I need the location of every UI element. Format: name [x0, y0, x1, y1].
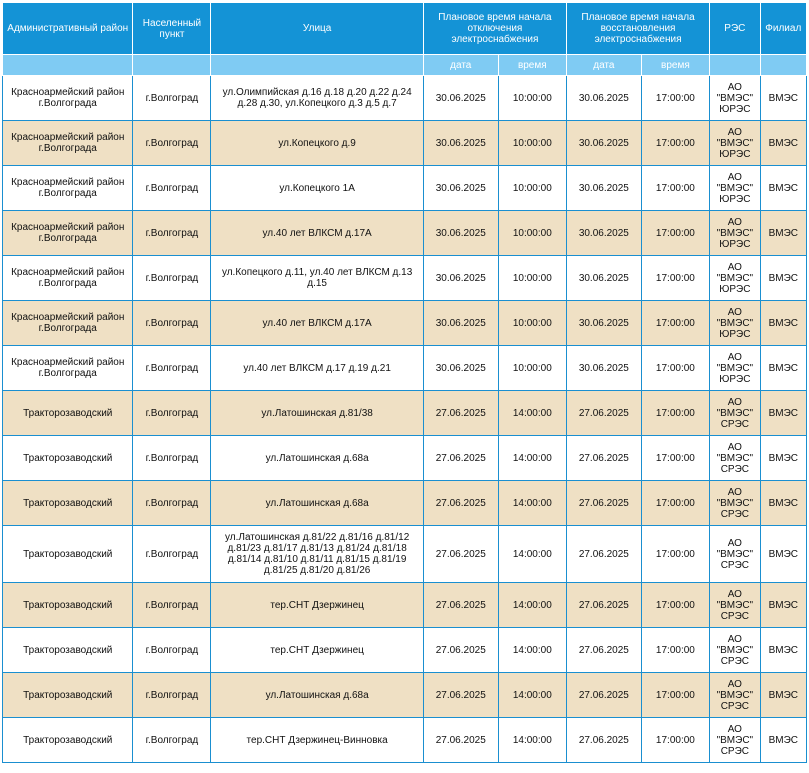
cell-on-date: 30.06.2025	[567, 211, 642, 256]
cell-res: АО "ВМЭС" СРЭС	[710, 628, 761, 673]
cell-street: ул.Латошинская д.81/38	[211, 391, 424, 436]
cell-branch: ВМЭС	[760, 391, 806, 436]
cell-branch: ВМЭС	[760, 166, 806, 211]
cell-street: ул.40 лет ВЛКСМ д.17А	[211, 301, 424, 346]
cell-on-date: 27.06.2025	[567, 583, 642, 628]
cell-district: Тракторозаводский	[3, 526, 133, 583]
subheader-on-date: дата	[567, 55, 642, 76]
cell-on-date: 27.06.2025	[567, 628, 642, 673]
cell-res: АО "ВМЭС" СРЭС	[710, 481, 761, 526]
table-row	[3, 481, 807, 526]
header-city: Населенный пункт	[133, 3, 211, 55]
cell-on-date: 27.06.2025	[567, 391, 642, 436]
cell-city: г.Волгоград	[133, 391, 211, 436]
table-row	[3, 673, 807, 718]
cell-street: ул.40 лет ВЛКСМ д.17А	[211, 211, 424, 256]
cell-district: Красноармейский район г.Волгограда	[3, 256, 133, 301]
cell-on-date: 27.06.2025	[567, 673, 642, 718]
cell-branch: ВМЭС	[760, 76, 806, 121]
table-row	[3, 526, 807, 583]
cell-district: Красноармейский район г.Волгограда	[3, 211, 133, 256]
cell-district: Красноармейский район г.Волгограда	[3, 76, 133, 121]
subheader-off-date: дата	[423, 55, 498, 76]
cell-res: АО "ВМЭС" СРЭС	[710, 718, 761, 763]
table-row	[3, 256, 807, 301]
cell-on-date: 27.06.2025	[567, 526, 642, 583]
cell-off-time: 14:00:00	[498, 391, 566, 436]
cell-branch: ВМЭС	[760, 673, 806, 718]
cell-on-time: 17:00:00	[641, 718, 709, 763]
cell-on-time: 17:00:00	[641, 628, 709, 673]
cell-off-date: 30.06.2025	[423, 256, 498, 301]
header-branch: Филиал	[760, 3, 806, 55]
subheader-empty	[211, 55, 424, 76]
cell-res: АО "ВМЭС" ЮРЭС	[710, 346, 761, 391]
cell-res: АО "ВМЭС" СРЭС	[710, 391, 761, 436]
subheader-empty	[133, 55, 211, 76]
cell-on-date: 30.06.2025	[567, 166, 642, 211]
cell-off-date: 27.06.2025	[423, 436, 498, 481]
cell-off-time: 14:00:00	[498, 436, 566, 481]
cell-city: г.Волгоград	[133, 583, 211, 628]
cell-on-date: 30.06.2025	[567, 121, 642, 166]
subheader-off-time: время	[498, 55, 566, 76]
cell-off-date: 30.06.2025	[423, 301, 498, 346]
cell-district: Красноармейский район г.Волгограда	[3, 301, 133, 346]
cell-street: тер.СНТ Дзержинец	[211, 583, 424, 628]
cell-off-date: 27.06.2025	[423, 481, 498, 526]
cell-city: г.Волгоград	[133, 673, 211, 718]
cell-off-date: 27.06.2025	[423, 526, 498, 583]
cell-district: Тракторозаводский	[3, 436, 133, 481]
table-body	[3, 76, 807, 763]
table-row	[3, 391, 807, 436]
cell-branch: ВМЭС	[760, 346, 806, 391]
cell-on-time: 17:00:00	[641, 211, 709, 256]
cell-off-date: 30.06.2025	[423, 211, 498, 256]
cell-branch: ВМЭС	[760, 583, 806, 628]
cell-branch: ВМЭС	[760, 211, 806, 256]
cell-on-time: 17:00:00	[641, 436, 709, 481]
cell-branch: ВМЭС	[760, 121, 806, 166]
table-row	[3, 628, 807, 673]
cell-res: АО "ВМЭС" ЮРЭС	[710, 166, 761, 211]
cell-on-time: 17:00:00	[641, 121, 709, 166]
cell-res: АО "ВМЭС" СРЭС	[710, 526, 761, 583]
cell-off-date: 27.06.2025	[423, 391, 498, 436]
cell-on-time: 17:00:00	[641, 526, 709, 583]
cell-branch: ВМЭС	[760, 481, 806, 526]
cell-off-time: 14:00:00	[498, 481, 566, 526]
cell-street: ул.40 лет ВЛКСМ д.17 д.19 д.21	[211, 346, 424, 391]
cell-district: Красноармейский район г.Волгограда	[3, 166, 133, 211]
cell-res: АО "ВМЭС" СРЭС	[710, 436, 761, 481]
cell-on-date: 30.06.2025	[567, 301, 642, 346]
cell-branch: ВМЭС	[760, 256, 806, 301]
cell-branch: ВМЭС	[760, 526, 806, 583]
cell-off-date: 30.06.2025	[423, 346, 498, 391]
cell-city: г.Волгоград	[133, 76, 211, 121]
cell-res: АО "ВМЭС" СРЭС	[710, 673, 761, 718]
cell-district: Тракторозаводский	[3, 718, 133, 763]
cell-off-time: 14:00:00	[498, 583, 566, 628]
table-row	[3, 121, 807, 166]
header-district: Административный район	[3, 3, 133, 55]
cell-on-time: 17:00:00	[641, 301, 709, 346]
cell-city: г.Волгоград	[133, 256, 211, 301]
cell-street: ул.Латошинская д.68а	[211, 481, 424, 526]
cell-on-time: 17:00:00	[641, 76, 709, 121]
cell-on-date: 30.06.2025	[567, 256, 642, 301]
cell-off-time: 14:00:00	[498, 628, 566, 673]
cell-res: АО "ВМЭС" ЮРЭС	[710, 301, 761, 346]
cell-branch: ВМЭС	[760, 718, 806, 763]
cell-city: г.Волгоград	[133, 628, 211, 673]
cell-on-date: 27.06.2025	[567, 718, 642, 763]
cell-street: ул.Олимпийская д.16 д.18 д.20 д.22 д.24 д.28 д.30, ул.Копецкого д.3 д.5 д.7	[211, 76, 424, 121]
cell-on-time: 17:00:00	[641, 481, 709, 526]
cell-city: г.Волгоград	[133, 436, 211, 481]
cell-street: ул.Латошинская д.68а	[211, 436, 424, 481]
cell-city: г.Волгоград	[133, 481, 211, 526]
cell-on-date: 27.06.2025	[567, 436, 642, 481]
cell-city: г.Волгоград	[133, 301, 211, 346]
cell-district: Тракторозаводский	[3, 673, 133, 718]
cell-district: Красноармейский район г.Волгограда	[3, 121, 133, 166]
cell-on-time: 17:00:00	[641, 346, 709, 391]
cell-district: Тракторозаводский	[3, 628, 133, 673]
cell-city: г.Волгоград	[133, 718, 211, 763]
cell-on-time: 17:00:00	[641, 391, 709, 436]
header-street: Улица	[211, 3, 424, 55]
cell-off-time: 14:00:00	[498, 526, 566, 583]
cell-city: г.Волгоград	[133, 346, 211, 391]
cell-off-time: 10:00:00	[498, 256, 566, 301]
cell-off-time: 14:00:00	[498, 718, 566, 763]
cell-off-date: 30.06.2025	[423, 166, 498, 211]
cell-street: ул.Латошинская д.81/22 д.81/16 д.81/12 д.81/23 д.81/17 д.81/13 д.81/24 д.81/18 д.81/14 д.81/10 д.81/11 д.81/15 д.81/19 д.81/25 д.81/20 д.81/26	[211, 526, 424, 583]
cell-off-date: 30.06.2025	[423, 121, 498, 166]
table-row	[3, 166, 807, 211]
cell-street: тер.СНТ Дзержинец	[211, 628, 424, 673]
table-row	[3, 436, 807, 481]
cell-branch: ВМЭС	[760, 436, 806, 481]
cell-street: ул.Латошинская д.68а	[211, 673, 424, 718]
table-row	[3, 211, 807, 256]
cell-on-time: 17:00:00	[641, 673, 709, 718]
cell-district: Тракторозаводский	[3, 391, 133, 436]
table-header	[3, 3, 807, 76]
cell-on-time: 17:00:00	[641, 256, 709, 301]
cell-on-time: 17:00:00	[641, 583, 709, 628]
cell-branch: ВМЭС	[760, 628, 806, 673]
cell-off-time: 10:00:00	[498, 166, 566, 211]
cell-on-time: 17:00:00	[641, 166, 709, 211]
cell-off-time: 10:00:00	[498, 301, 566, 346]
table-row	[3, 583, 807, 628]
cell-street: ул.Копецкого 1А	[211, 166, 424, 211]
cell-district: Красноармейский район г.Волгограда	[3, 346, 133, 391]
cell-on-date: 27.06.2025	[567, 481, 642, 526]
cell-res: АО "ВМЭС" ЮРЭС	[710, 121, 761, 166]
cell-res: АО "ВМЭС" ЮРЭС	[710, 76, 761, 121]
table-row	[3, 346, 807, 391]
cell-city: г.Волгоград	[133, 166, 211, 211]
cell-street: ул.Копецкого д.9	[211, 121, 424, 166]
cell-off-date: 30.06.2025	[423, 76, 498, 121]
header-restore-start: Плановое время начала восстановления электроснабжения	[567, 3, 710, 55]
cell-off-time: 14:00:00	[498, 673, 566, 718]
outage-table	[2, 2, 807, 763]
cell-street: ул.Копецкого д.11, ул.40 лет ВЛКСМ д.13 д.15	[211, 256, 424, 301]
cell-off-time: 10:00:00	[498, 211, 566, 256]
cell-off-date: 27.06.2025	[423, 628, 498, 673]
cell-on-date: 30.06.2025	[567, 346, 642, 391]
cell-off-time: 10:00:00	[498, 121, 566, 166]
cell-off-date: 27.06.2025	[423, 718, 498, 763]
cell-city: г.Волгоград	[133, 121, 211, 166]
cell-off-date: 27.06.2025	[423, 673, 498, 718]
cell-off-date: 27.06.2025	[423, 583, 498, 628]
cell-res: АО "ВМЭС" ЮРЭС	[710, 256, 761, 301]
table-row	[3, 301, 807, 346]
cell-city: г.Волгоград	[133, 211, 211, 256]
cell-on-date: 30.06.2025	[567, 76, 642, 121]
cell-off-time: 10:00:00	[498, 346, 566, 391]
cell-res: АО "ВМЭС" ЮРЭС	[710, 211, 761, 256]
cell-branch: ВМЭС	[760, 301, 806, 346]
cell-district: Тракторозаводский	[3, 583, 133, 628]
table-row	[3, 76, 807, 121]
subheader-empty	[3, 55, 133, 76]
cell-off-time: 10:00:00	[498, 76, 566, 121]
cell-street: тер.СНТ Дзержинец-Винновка	[211, 718, 424, 763]
cell-district: Тракторозаводский	[3, 481, 133, 526]
subheader-on-time: время	[641, 55, 709, 76]
table-row	[3, 718, 807, 763]
cell-res: АО "ВМЭС" СРЭС	[710, 583, 761, 628]
cell-city: г.Волгоград	[133, 526, 211, 583]
header-res: РЭС	[710, 3, 761, 55]
header-off-start: Плановое время начала отключения электроснабжения	[423, 3, 566, 55]
subheader-empty	[710, 55, 761, 76]
subheader-empty	[760, 55, 806, 76]
